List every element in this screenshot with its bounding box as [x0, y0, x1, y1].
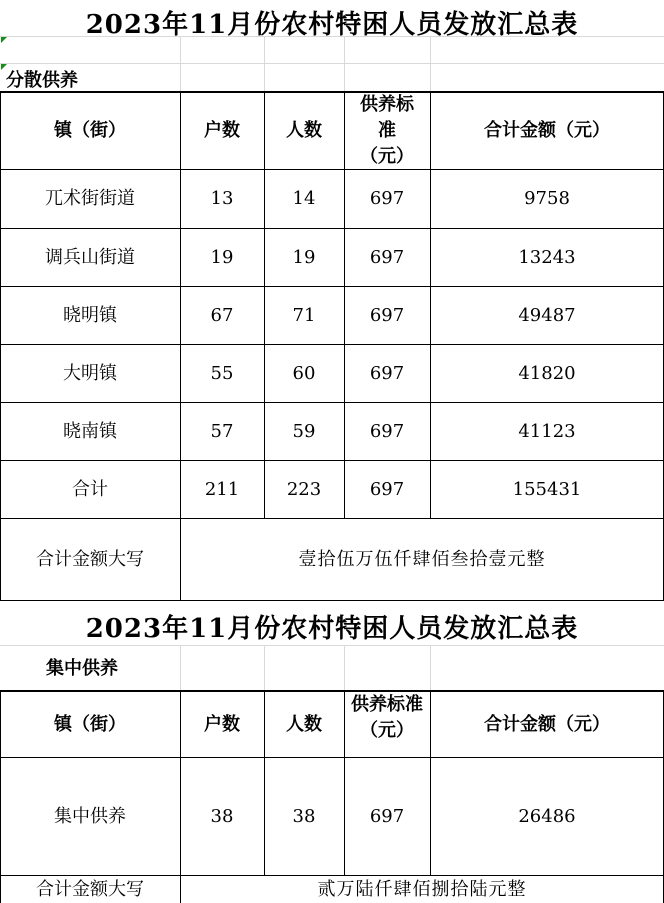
town-cell: 大明镇	[63, 362, 117, 384]
standard-cell: 697	[369, 188, 405, 209]
town-cell: 晓南镇	[63, 420, 117, 442]
col-town-header: 镇（街）	[54, 119, 126, 141]
total-cell: 26486	[518, 805, 576, 827]
section-label-dispersed: 分散供养	[6, 70, 78, 91]
standard-cell: 697	[369, 478, 405, 500]
households-cell: 19	[210, 246, 234, 268]
capital-amount-label: 合计金额大写	[36, 878, 144, 900]
households-cell: 67	[210, 304, 234, 326]
standard-cell: 697	[369, 805, 405, 827]
standard-cell: 697	[369, 246, 405, 268]
col-total-header: 合计金额（元）	[484, 713, 610, 735]
col-town-header: 镇（街）	[54, 713, 126, 735]
total-cell: 155431	[512, 478, 582, 500]
total-cell: 41123	[518, 420, 576, 442]
col-standard-header: 供养标准（元）	[360, 93, 414, 167]
total-cell: 13243	[518, 246, 576, 268]
persons-cell: 223	[286, 478, 322, 500]
col-persons-header: 人数	[286, 119, 322, 141]
households-cell: 13	[210, 188, 234, 209]
capital-amount-value: 壹拾伍万伍仟肆佰叁拾壹元整	[298, 548, 546, 570]
town-cell: 合计	[72, 478, 108, 500]
cell-marker	[1, 37, 7, 43]
total-cell: 49487	[518, 304, 576, 326]
households-cell: 211	[204, 478, 240, 500]
town-cell: 兀术街街道	[45, 188, 135, 209]
capital-amount-label: 合计金额大写	[36, 548, 144, 570]
standard-cell: 697	[369, 362, 405, 384]
col-households-header: 户数	[204, 119, 240, 141]
col-total-header: 合计金额（元）	[484, 119, 610, 141]
col-persons-header: 人数	[286, 713, 322, 735]
households-cell: 57	[210, 420, 234, 442]
page-title-centralized: 2023年11月份农村特困人员发放汇总表	[85, 614, 579, 644]
page-title-dispersed: 2023年11月份农村特困人员发放汇总表	[85, 10, 579, 40]
persons-cell: 19	[292, 246, 316, 268]
persons-cell: 60	[292, 362, 316, 384]
persons-cell: 14	[292, 188, 316, 209]
col-households-header: 户数	[204, 713, 240, 735]
col-standard-header: 供养标准（元）	[351, 694, 423, 741]
persons-cell: 71	[292, 304, 316, 326]
persons-cell: 38	[292, 805, 316, 827]
town-cell: 集中供养	[54, 805, 126, 827]
persons-cell: 59	[292, 420, 316, 442]
total-cell: 9758	[524, 188, 570, 209]
total-cell: 41820	[518, 362, 576, 384]
standard-cell: 697	[369, 304, 405, 326]
town-cell: 调兵山街道	[45, 246, 135, 268]
standard-cell: 697	[369, 420, 405, 442]
town-cell: 晓明镇	[63, 304, 117, 326]
capital-amount-value: 贰万陆仟肆佰捌拾陆元整	[317, 878, 527, 900]
households-cell: 55	[210, 362, 234, 384]
households-cell: 38	[210, 805, 234, 827]
section-label-centralized: 集中供养	[46, 658, 118, 679]
